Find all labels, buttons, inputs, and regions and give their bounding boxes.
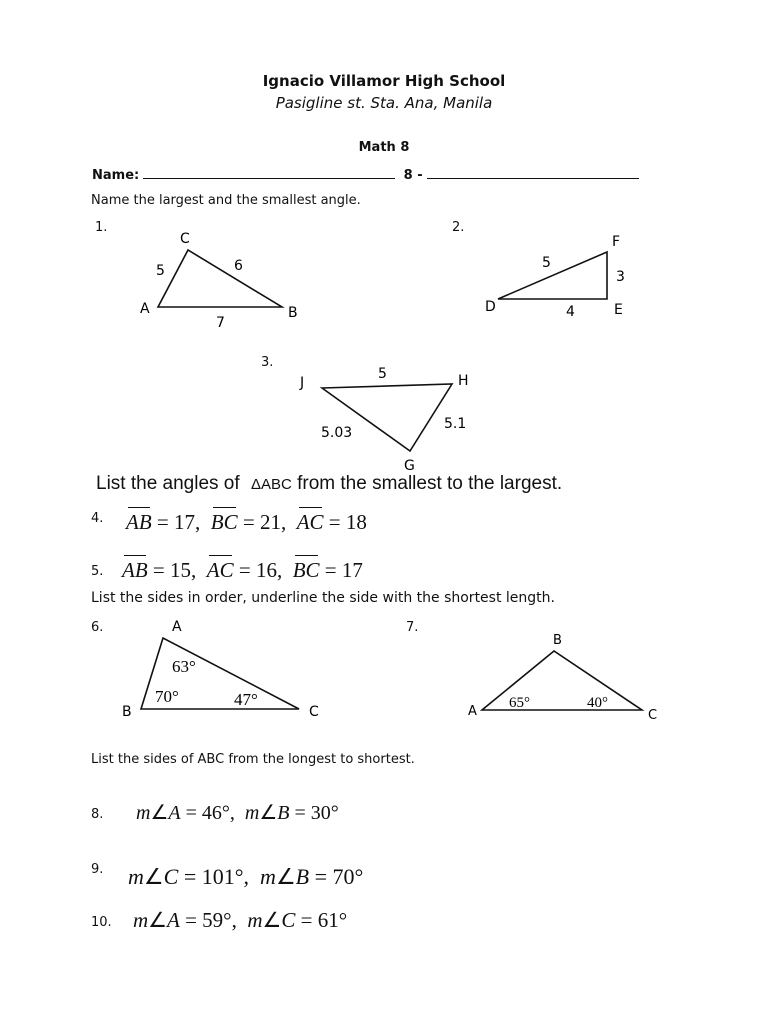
side-label: 5.1	[444, 416, 467, 432]
vertex-label: J	[300, 375, 305, 391]
section-blank[interactable]	[427, 166, 639, 179]
item-10-number: 10.	[91, 915, 112, 930]
part2-instruction-pre: List the angles of	[96, 473, 240, 494]
name-blank[interactable]	[143, 166, 395, 179]
vertex-label: A	[468, 704, 477, 719]
vertex-label: E	[614, 302, 623, 318]
vertex-label: F	[612, 234, 621, 250]
school-name: Ignacio Villamor High School	[262, 72, 506, 90]
angle-measure: 61°	[317, 908, 348, 932]
triangle-7-shape	[482, 651, 642, 710]
segment-value: 15	[170, 558, 191, 582]
item-5-expression: AB = 15, AC = 16, BC = 17	[122, 558, 363, 582]
angle-label: 63°	[172, 657, 196, 676]
angle-name: A	[168, 802, 181, 824]
triangle-name: ABC	[260, 476, 292, 493]
side-label: 4	[566, 304, 575, 320]
triangle-abc-1	[130, 225, 310, 335]
angle-measure: 70°	[332, 864, 364, 889]
angle-measure: 30°	[310, 802, 339, 824]
item-9-number: 9.	[91, 862, 104, 877]
part4-instruction: List the sides of ABC from the longest to shortest.	[91, 752, 415, 767]
side-label: 5	[156, 263, 165, 279]
segment-label: BC	[210, 510, 238, 534]
vertex-label: C	[309, 704, 319, 720]
side-label: 5	[378, 366, 387, 382]
vertex-label: H	[458, 373, 469, 389]
angle-measure: 46°	[201, 802, 230, 824]
side-label: 5	[542, 255, 551, 271]
angle-name: C	[281, 908, 296, 932]
vertex-label: G	[404, 458, 415, 474]
segment-value: 16	[255, 558, 277, 582]
section-label: 8 -	[403, 168, 423, 183]
vertex-label: C	[180, 231, 190, 247]
item-8-number: 8.	[91, 807, 104, 822]
segment-value: 17	[174, 510, 195, 534]
vertex-label: A	[140, 301, 150, 317]
segment-value: 18	[345, 510, 367, 534]
item-8-expression: m∠A = 46°, m∠B = 30°	[136, 802, 339, 824]
item-2-number: 2.	[452, 220, 465, 235]
angle-label: 65°	[509, 695, 530, 711]
item-5-number: 5.	[91, 564, 104, 579]
item-6-number: 6.	[91, 620, 104, 635]
segment-value: 21	[259, 510, 281, 534]
vertex-label: D	[485, 299, 496, 315]
angle-name: A	[167, 908, 180, 932]
item-4-number: 4.	[91, 511, 104, 526]
part2-instruction	[96, 473, 562, 495]
item-10-expression: m∠A = 59°, m∠C = 61°	[133, 908, 348, 932]
side-label: 3	[616, 269, 625, 285]
angle-name: B	[295, 864, 310, 889]
segment-label: AC	[206, 558, 234, 582]
segment-label: AC	[296, 510, 324, 534]
name-row	[92, 166, 639, 183]
item-9-expression: m∠C = 101°, m∠B = 70°	[128, 864, 364, 889]
segment-value: 17	[341, 558, 363, 582]
angle-label: 70°	[155, 687, 179, 706]
angle-label: 40°	[587, 695, 608, 711]
angle-label: 47°	[234, 690, 258, 709]
item-1-number: 1.	[95, 220, 108, 235]
angle-name: C	[163, 864, 179, 889]
triangle-symbol: Δ	[250, 476, 261, 493]
vertex-label: B	[122, 704, 132, 720]
school-address: Pasigline st. Sta. Ana, Manila	[275, 94, 493, 112]
segment-label: AB	[126, 510, 152, 534]
segment-label: BC	[292, 558, 320, 582]
vertex-label: B	[288, 305, 298, 321]
side-label: 5.03	[321, 425, 353, 441]
side-label: 6	[234, 258, 243, 274]
side-label: 7	[216, 315, 225, 331]
triangle-abc-7	[460, 625, 670, 725]
part2-instruction-post: from the smallest to the largest.	[297, 473, 563, 494]
angle-measure: 59°	[202, 908, 232, 932]
triangle-2-shape	[498, 252, 607, 299]
item-4-expression: AB = 17, BC = 21, AC = 18	[126, 510, 367, 534]
angle-name: B	[277, 802, 290, 824]
vertex-label: A	[172, 619, 182, 635]
segment-label: AB	[122, 558, 148, 582]
item-3-number: 3.	[261, 355, 274, 370]
subject-title: Math 8	[358, 140, 410, 155]
vertex-label: B	[553, 633, 562, 648]
triangle-def	[480, 230, 640, 330]
vertex-label: C	[648, 708, 658, 723]
item-7-number: 7.	[406, 620, 419, 635]
triangle-abc-6	[115, 615, 335, 725]
angle-measure: 101°	[201, 864, 244, 889]
triangle-1-shape	[158, 250, 282, 307]
name-label: Name:	[92, 168, 140, 183]
triangle-jhg	[290, 362, 490, 477]
part1-instruction: Name the largest and the smallest angle.	[91, 193, 361, 208]
part3-instruction: List the sides in order, underline the side with the shortest length.	[91, 590, 555, 606]
